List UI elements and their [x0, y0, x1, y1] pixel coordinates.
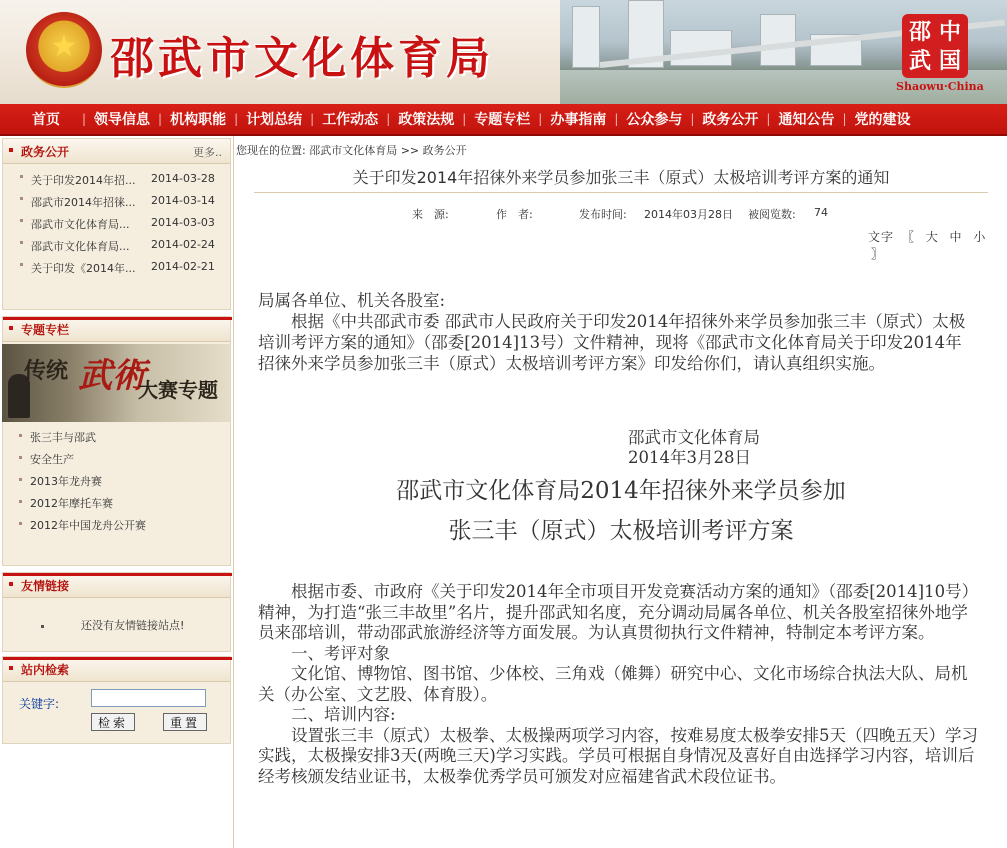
bullet-icon	[20, 219, 23, 222]
bullet-icon	[19, 456, 22, 459]
site-search-header	[3, 657, 230, 682]
news-title[interactable]: 关于印发《2014年...	[31, 262, 136, 275]
bullet-icon	[9, 326, 13, 330]
martial-arts-banner[interactable]	[2, 344, 230, 422]
nav-work-news[interactable]: 工作动态	[322, 112, 379, 128]
breadcrumb[interactable]: 您现在的位置: 邵武市文化体育局 >> 政务公开	[236, 144, 467, 157]
bullet-icon	[20, 175, 23, 178]
special-topics-header	[3, 317, 230, 342]
bullet-icon	[20, 241, 23, 244]
list-item[interactable]	[2, 470, 231, 492]
reset-button[interactable]: 重置	[163, 713, 207, 731]
friend-links-title: 友情链接	[21, 579, 70, 593]
nav-guide[interactable]: 办事指南	[550, 112, 607, 128]
list-item[interactable]	[2, 514, 231, 536]
topic-link[interactable]: 2012年中国龙舟公开赛	[30, 519, 146, 532]
header-banner	[0, 0, 1007, 104]
news-date: 2014-03-28	[151, 172, 215, 185]
author-label: 作 者:	[496, 208, 533, 221]
friend-links-empty: 还没有友情链接站点!	[81, 619, 185, 632]
font-size-label: 文字	[868, 230, 895, 244]
shaowu-china-seal-icon: 邵 中 武 国	[902, 14, 968, 78]
header-bar	[3, 573, 232, 576]
gov-open-header	[3, 139, 230, 164]
nav-separator: |	[614, 112, 619, 126]
nav-separator: |	[690, 112, 695, 126]
banner-text-3: 大赛专题	[138, 378, 218, 402]
special-topics-list	[2, 426, 231, 536]
nav-separator: |	[386, 112, 391, 126]
keyword-label: 关键字:	[19, 697, 60, 711]
bullet-icon	[19, 500, 22, 503]
list-item[interactable]	[3, 236, 230, 258]
salutation: 局属各单位、机关各股室:	[258, 291, 446, 310]
news-date: 2014-02-24	[151, 238, 215, 251]
friend-links-box	[2, 572, 231, 652]
bullet-icon	[20, 263, 23, 266]
publish-date-label: 发布时间:	[579, 208, 627, 221]
gov-news-list	[3, 164, 230, 280]
gov-open-title: 政务公开	[21, 145, 70, 159]
plan-paragraph: 文化馆、博物馆、图书馆、少体校、三角戏（傩舞）研究中心、文化市场综合执法大队、局机关（办公室、文艺股、体育股）。	[258, 664, 968, 704]
nav-separator: |	[842, 112, 847, 126]
bullet-icon	[9, 666, 13, 670]
list-item[interactable]	[2, 426, 231, 448]
news-title[interactable]: 关于印发2014年招...	[31, 174, 136, 187]
intro-paragraph: 根据《中共邵武市委 邵武市人民政府关于印发2014年招徕外来学员参加张三丰（原式）太极培训考评方案的通知》（邵委[2014]13号）文件精神，现将《邵武市文化体育局关于印发2014年招徕外来学员参加张三丰（原式）太极培训考评方案》印发给你们，请认真组织实施。	[258, 312, 966, 373]
nav-gov-open[interactable]: 政务公开	[702, 112, 759, 128]
plan-body	[258, 582, 978, 787]
list-item[interactable]	[3, 192, 230, 214]
site-title: 邵武市文化体育局	[110, 33, 494, 84]
header-bar	[3, 317, 232, 320]
bracket-open: 〖	[901, 230, 915, 244]
banner-text-2: 武術	[78, 356, 146, 396]
national-emblem-icon: ★	[26, 12, 102, 88]
bullet-icon	[19, 478, 22, 481]
bullet-icon	[9, 148, 13, 152]
site-search-box	[2, 656, 231, 744]
banner-text-1: 传统	[24, 358, 69, 384]
article-body	[258, 290, 978, 374]
plan-paragraph: 根据市委、市政府《关于印发2014年全市项目开发竞赛活动方案的通知》（邵委[2014]10号）精神，为打造“张三丰故里”名片，提升邵武知名度，充分调动局属各单位、机关各股室招徕外地学员来邵培训，带动邵武旅游经济等方面发展。为认真贯彻执行文件精神，特制定本考评方案。	[258, 582, 970, 642]
list-item[interactable]	[2, 448, 231, 470]
keyword-input[interactable]	[91, 689, 206, 707]
search-button[interactable]: 检索	[91, 713, 135, 731]
bullet-icon	[41, 625, 44, 628]
topic-link[interactable]: 2012年摩托车赛	[30, 497, 113, 510]
topic-link[interactable]: 安全生产	[30, 453, 74, 466]
news-title[interactable]: 邵武市文化体育局...	[31, 218, 130, 231]
signature-org: 邵武市文化体育局	[628, 428, 760, 447]
article-main	[233, 136, 1007, 848]
main-nav	[0, 104, 1007, 136]
list-item[interactable]	[3, 170, 230, 192]
font-medium-button[interactable]: 中	[949, 230, 963, 244]
nav-special[interactable]: 专题专栏	[474, 112, 531, 128]
font-large-button[interactable]: 大	[925, 230, 939, 244]
bullet-icon	[19, 434, 22, 437]
news-date: 2014-03-03	[151, 216, 215, 229]
list-item[interactable]	[2, 492, 231, 514]
nav-separator: |	[538, 112, 543, 126]
nav-policies[interactable]: 政策法规	[398, 112, 455, 128]
more-link[interactable]: 更多..	[193, 146, 222, 159]
bullet-icon	[9, 582, 13, 586]
section-heading: 一、考评对象	[291, 643, 390, 663]
friend-links-header	[3, 573, 230, 598]
news-title[interactable]: 邵武市2014年招徕...	[31, 196, 136, 209]
source-label: 来 源:	[412, 208, 449, 221]
gov-open-box	[2, 138, 231, 310]
doc-title-line-2: 张三丰（原式）太极培训考评方案	[448, 518, 794, 544]
sidebar	[0, 136, 233, 848]
nav-separator: |	[234, 112, 239, 126]
news-title[interactable]: 邵武市文化体育局...	[31, 240, 130, 253]
views-label: 被阅览数:	[748, 208, 796, 221]
list-item[interactable]	[3, 214, 230, 236]
news-date: 2014-02-21	[151, 260, 215, 273]
font-small-button[interactable]: 小	[973, 230, 987, 244]
news-date: 2014-03-14	[151, 194, 215, 207]
publish-date: 2014年03月28日	[644, 208, 733, 221]
special-topics-title: 专题专栏	[21, 323, 70, 337]
signature-date: 2014年3月28日	[628, 448, 751, 467]
topic-link[interactable]: 张三丰与邵武	[30, 431, 96, 444]
nav-plans[interactable]: 计划总结	[246, 112, 303, 128]
nav-notices[interactable]: 通知公告	[778, 112, 835, 128]
nav-leaders[interactable]: 领导信息	[94, 112, 151, 128]
nav-separator: |	[462, 112, 467, 126]
topic-link[interactable]: 2013年龙舟赛	[30, 475, 102, 488]
nav-separator: |	[766, 112, 771, 126]
nav-separator: |	[310, 112, 315, 126]
bullet-icon	[19, 522, 22, 525]
views-count: 74	[814, 206, 828, 219]
list-item[interactable]	[3, 258, 230, 280]
plan-paragraph: 设置张三丰（原式）太极拳、太极操两项学习内容，按难易度太极拳安排5天（四晚五天）学习实践，太极操安排3天(两晚三天)学习实践。学员可根据自身情况及喜好自由选择学习内容，培训后经考核颁发结业证书，太极拳优秀学员可颁发对应福建省武术段位证书。	[258, 725, 978, 786]
header-bar	[3, 657, 232, 660]
nav-party[interactable]: 党的建设	[854, 112, 911, 128]
nav-functions[interactable]: 机构职能	[170, 112, 227, 128]
article-title: 关于印发2014年招徕外来学员参加张三丰（原式）太极培训考评方案的通知	[254, 164, 988, 193]
font-size-switcher	[868, 228, 1007, 262]
nav-home[interactable]: 首页	[32, 112, 60, 128]
doc-title-line-1: 邵武市文化体育局2014年招徕外来学员参加	[396, 478, 846, 504]
section-heading: 二、培训内容:	[291, 705, 396, 724]
bullet-icon	[20, 197, 23, 200]
site-search-title: 站内检索	[21, 663, 70, 677]
nav-participation[interactable]: 公众参与	[626, 112, 683, 128]
nav-separator: |	[158, 112, 163, 126]
bracket-close: 〗	[871, 247, 885, 261]
seal-caption: Shaowu·China	[896, 80, 984, 93]
nav-separator: |	[82, 112, 87, 126]
